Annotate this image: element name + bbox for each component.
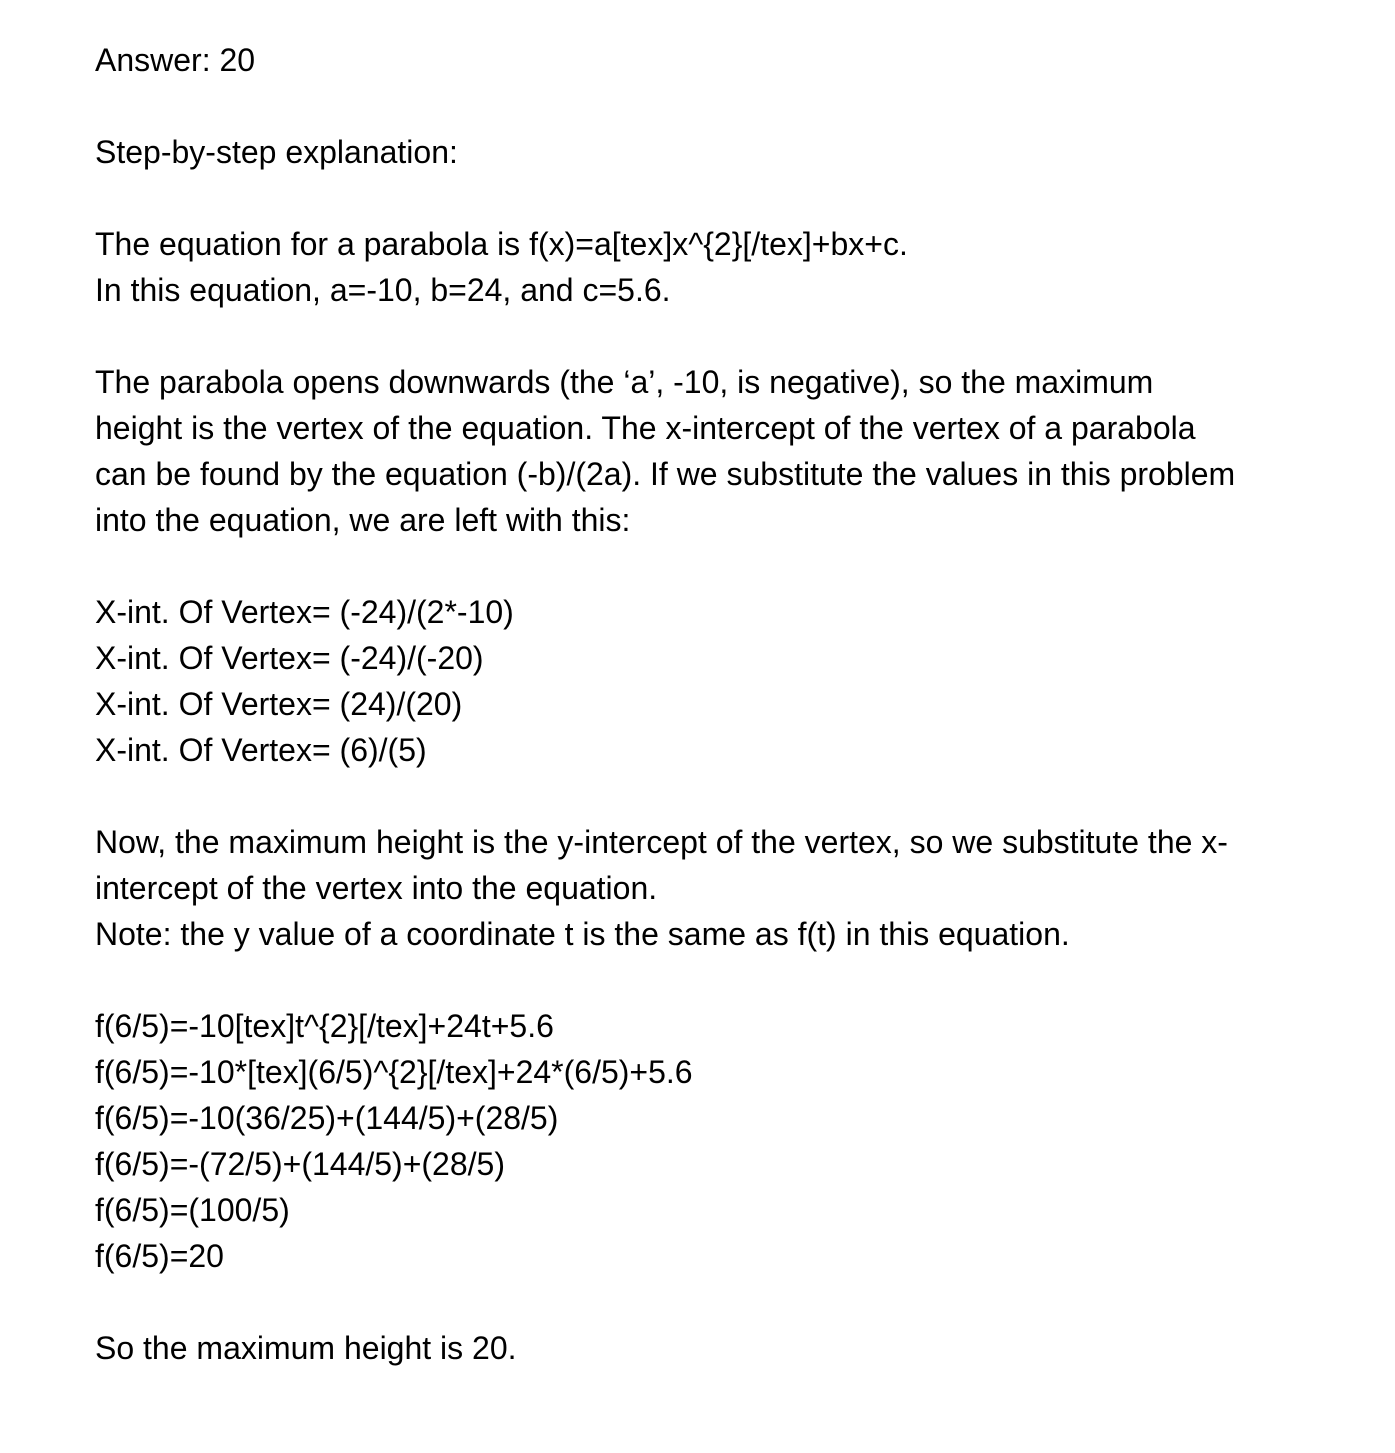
- equation-line: f(6/5)=-10[tex]t^{2}[/tex]+24t+5.6: [95, 1008, 554, 1044]
- blank-line: [95, 313, 1295, 359]
- equation-line: X-int. Of Vertex= (-24)/(2*-10): [95, 594, 514, 630]
- equation-line: f(6/5)=(100/5): [95, 1192, 290, 1228]
- equation-line: X-int. Of Vertex= (-24)/(-20): [95, 640, 484, 676]
- equation-line: f(6/5)=-10(36/25)+(144/5)+(28/5): [95, 1100, 559, 1136]
- blank-line: [95, 1279, 1295, 1325]
- blank-line: [95, 957, 1295, 1003]
- blank-line: [95, 83, 1295, 129]
- paragraph-x-intercept-steps: [95, 589, 1295, 773]
- equation-line: f(6/5)=-10*[tex](6/5)^{2}[/tex]+24*(6/5)+5.6: [95, 1054, 693, 1090]
- text-line: In this equation, a=-10, b=24, and c=5.6.: [95, 272, 671, 308]
- equation-line: X-int. Of Vertex= (6)/(5): [95, 732, 427, 768]
- equation-line: X-int. Of Vertex= (24)/(20): [95, 686, 463, 722]
- equation-line: f(6/5)=20: [95, 1238, 224, 1274]
- explanation-heading: Step-by-step explanation:: [95, 134, 458, 170]
- text-line: Note: the y value of a coordinate t is the same as f(t) in this equation.: [95, 916, 1070, 952]
- text-line: into the equation, we are left with this:: [95, 502, 631, 538]
- blank-line: [95, 773, 1295, 819]
- paragraph-function-evaluation: [95, 1003, 1295, 1279]
- conclusion-line: So the maximum height is 20.: [95, 1330, 517, 1366]
- paragraph-max-height-explanation: [95, 819, 1295, 957]
- paragraph-equation-definition: [95, 221, 1295, 313]
- answer-line: Answer: 20: [95, 42, 256, 78]
- document-body: [95, 37, 1295, 1371]
- text-line: can be found by the equation (-b)/(2a). If we substitute the values in this problem: [95, 456, 1236, 492]
- text-line: intercept of the vertex into the equation.: [95, 870, 658, 906]
- text-line: Now, the maximum height is the y-intercept of the vertex, so we substitute the x-: [95, 824, 1228, 860]
- text-line: height is the vertex of the equation. The x-intercept of the vertex of a parabola: [95, 410, 1196, 446]
- paragraph-vertex-explanation: [95, 359, 1295, 543]
- text-line: The parabola opens downwards (the ‘a’, -10, is negative), so the maximum: [95, 364, 1154, 400]
- equation-line: f(6/5)=-(72/5)+(144/5)+(28/5): [95, 1146, 505, 1182]
- blank-line: [95, 175, 1295, 221]
- blank-line: [95, 543, 1295, 589]
- text-line: The equation for a parabola is f(x)=a[tex]x^{2}[/tex]+bx+c.: [95, 226, 908, 262]
